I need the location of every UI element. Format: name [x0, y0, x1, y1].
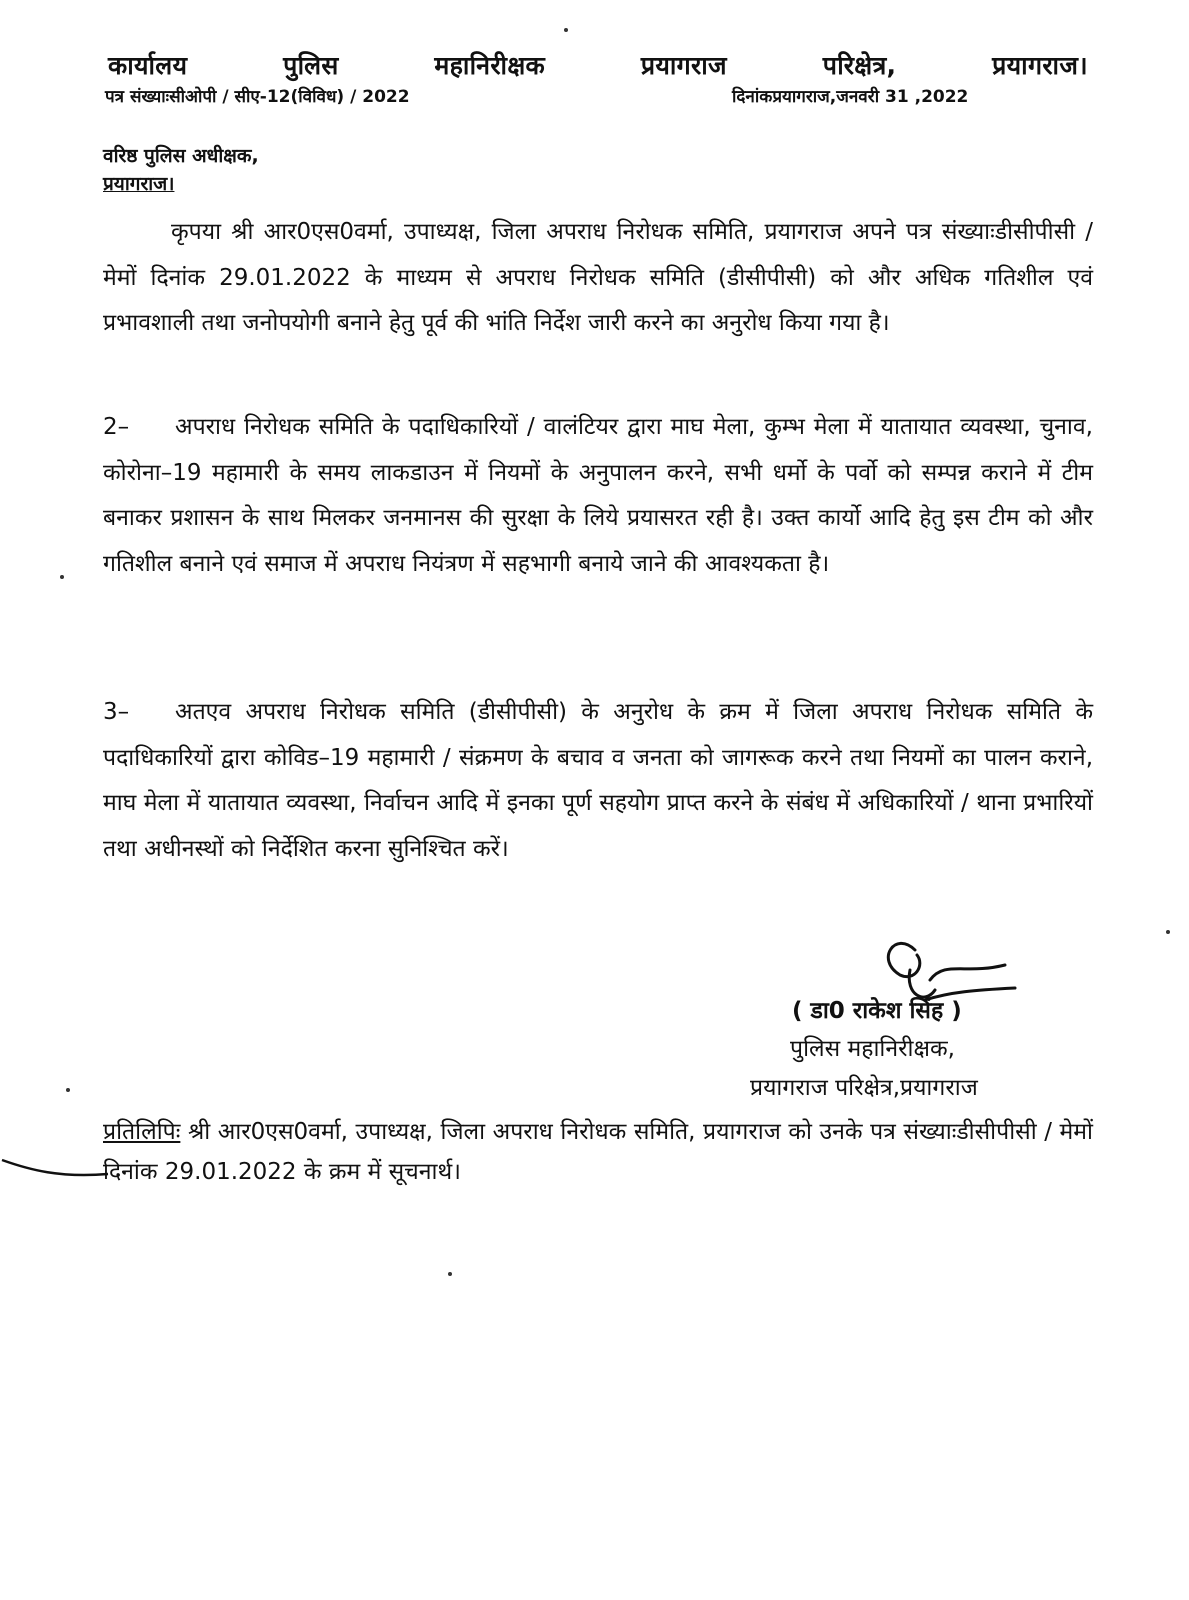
paragraph-number: 2– — [103, 414, 130, 440]
letter-date: दिनांकप्रयागराज,जनवरी 31 ,2022 — [732, 87, 969, 107]
letter-number: पत्र संख्याःसीओपी / सीए-12(विविध) / 2022 — [105, 87, 410, 107]
scan-speck — [1166, 930, 1170, 934]
scan-speck — [448, 1272, 452, 1276]
header-word: प्रयागराज। — [992, 51, 1088, 80]
body-paragraph-3 — [103, 690, 1093, 872]
paragraph-text: अपराध निरोधक समिति के पदाधिकारियों / वालंटियर द्वारा माघ मेला, कुम्भ मेला में यातायात व्यवस्था, चुनाव, कोरोना–19 महामारी के समय लाकडाउन में नियमों के अनुपालन करने, सभी धर्मो के पर्वो को सम्पन्न कराने में टीम बनाकर प्रशासन के साथ मिलकर जनमानस की सुरक्षा के लिये प्रयासरत रही है। उक्त कार्यो आदि हेतु इस टीम को और गतिशील बनाने एवं समाज में अपराध नियंत्रण में सहभागी बनाये जाने की आवश्यकता है। — [103, 414, 1093, 577]
scan-speck — [66, 1088, 70, 1092]
header-word: परिक्षेत्र, — [822, 51, 897, 80]
copy-label: प्रतिलिपिः — [103, 1119, 181, 1145]
margin-pen-stroke — [0, 1130, 110, 1190]
header-word: पुलिस — [283, 51, 339, 80]
signer-name: ( डा0 राकेश सिंह ) — [792, 998, 962, 1024]
header-word: कार्यालय — [108, 51, 188, 80]
copy-to-paragraph — [103, 1112, 1093, 1192]
recipient-place: प्रयागराज। — [103, 173, 175, 195]
scan-speck — [564, 28, 568, 32]
signer-designation: पुलिस महानिरीक्षक, — [790, 1036, 955, 1062]
signer-office: प्रयागराज परिक्षेत्र,प्रयागराज — [750, 1075, 978, 1101]
header-word: महानिरीक्षक — [434, 51, 546, 80]
body-paragraph-1: कृपया श्री आर0एस0वर्मा, उपाध्यक्ष, जिला अपराध निरोधक समिति, प्रयागराज अपने पत्र संख्याःडीसीपीसी / मेमों दिनांक 29.01.2022 के माध्यम से अपराध निरोधक समिति (डीसीपीसी) को और अधिक गतिशील एवं प्रभावशाली तथा जनोपयोगी बनाने हेतु पूर्व की भांति निर्देश जारी करने का अनुरोध किया गया है। — [103, 219, 1093, 336]
paragraph-text: अतएव अपराध निरोधक समिति (डीसीपीसी) के अनुरोध के क्रम में जिला अपराध निरोधक समिति के पदाधिकारियों द्वारा कोविड–19 महामारी / संक्रमण के बचाव व जनता को जागरूक करने तथा नियमों का पालन कराने, माघ मेला में यातायात व्यवस्था, निर्वाचन आदि में इनका पूर्ण सहयोग प्राप्त करने के संबंध में अधिकारियों / थाना प्रभारियों तथा अधीनस्थों को निर्देशित करना सुनिश्चित करें। — [103, 699, 1093, 862]
scan-speck — [60, 575, 64, 579]
copy-text: श्री आर0एस0वर्मा, उपाध्यक्ष, जिला अपराध निरोधक समिति, प्रयागराज को उनके पत्र संख्याःडीसीपीसी / मेमों दिनांक 29.01.2022 के क्रम में सूचनार्थ। — [103, 1119, 1093, 1185]
body-paragraph-2 — [103, 405, 1093, 587]
recipient-designation: वरिष्ठ पुलिस अधीक्षक, — [103, 145, 259, 167]
header-word: प्रयागराज — [640, 51, 727, 80]
paragraph-number: 3– — [103, 699, 130, 725]
office-header — [108, 48, 1088, 82]
